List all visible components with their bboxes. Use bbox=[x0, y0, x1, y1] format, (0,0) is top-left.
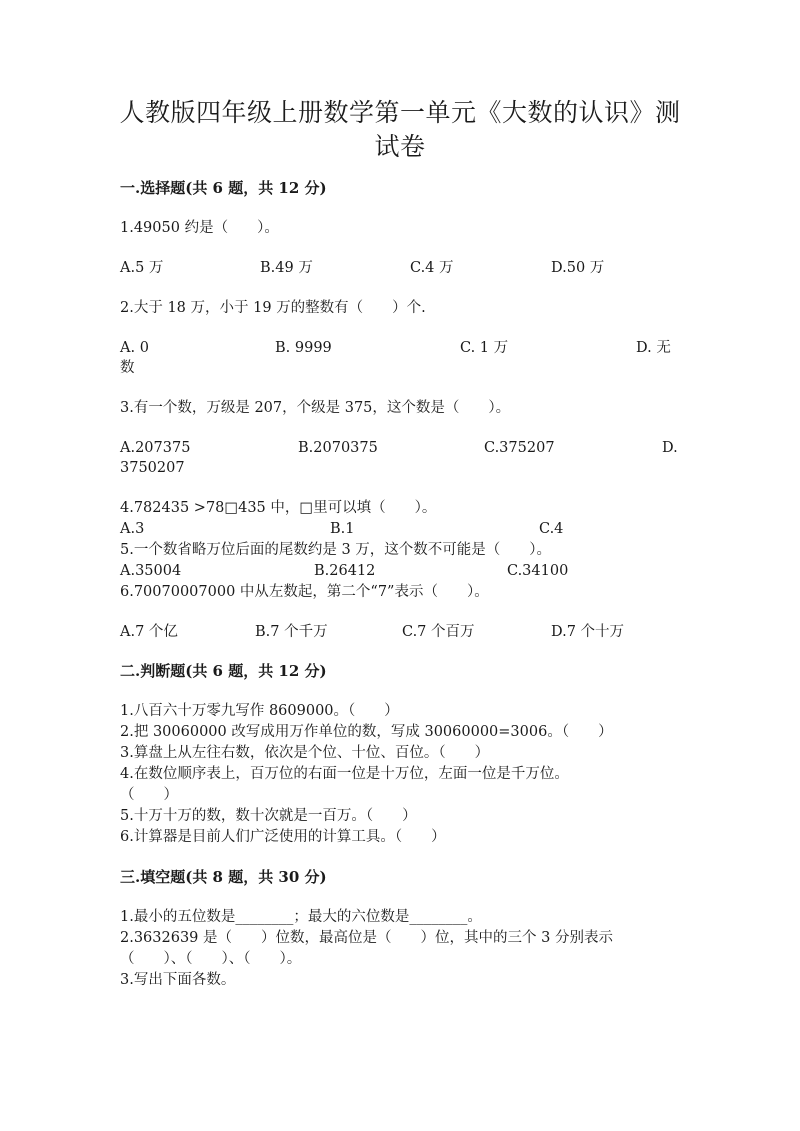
question-stem: 4.782435 >78□435 中，□里可以填（ ）。 bbox=[120, 500, 437, 516]
judgement-item: 3.算盘上从左往右数，依次是个位、十位、百位。（ ） bbox=[120, 745, 490, 761]
question-stem: 5.一个数省略万位后面的尾数约是 3 万，这个数不可能是（ ）。 bbox=[120, 542, 552, 558]
question-stem: 6.70070007000 中从左数起，第二个“7”表示（ ）。 bbox=[120, 584, 489, 600]
judgement-item: 1.八百六十万零九写作 8609000。（ ） bbox=[120, 703, 399, 719]
option-d: D. bbox=[662, 440, 678, 456]
option-c: C. 1 万 bbox=[460, 340, 509, 356]
judgement-item: 2.把 30060000 改写成用万作单位的数，写成 30060000=3006。（ ） bbox=[120, 724, 613, 740]
option-b: B.49 万 bbox=[260, 260, 313, 276]
judgement-item: 5.十万十万的数，数十次就是一百万。（ ） bbox=[120, 808, 417, 824]
option-wrap-text: 数 bbox=[120, 360, 135, 376]
option-c: C.4 万 bbox=[410, 260, 454, 276]
option-a: A. 0 bbox=[120, 340, 149, 356]
option-c: C.375207 bbox=[484, 440, 555, 456]
section-heading-fill-in: 三.填空题(共 8 题，共 30 分) bbox=[120, 868, 327, 886]
option-d: D. 无 bbox=[636, 340, 671, 356]
option-c: C.7 个百万 bbox=[402, 624, 475, 640]
option-b: B.2070375 bbox=[298, 440, 378, 456]
question-stem: 1.49050 约是（ ）。 bbox=[120, 220, 279, 236]
option-a: A.3 bbox=[120, 521, 145, 537]
option-d: D.50 万 bbox=[551, 260, 605, 276]
option-b: B.26412 bbox=[314, 563, 376, 579]
fill-in-item-wrap: （ ）、（ ）、（ ）。 bbox=[120, 951, 302, 967]
option-b: B. 9999 bbox=[275, 340, 332, 356]
option-c: C.34100 bbox=[507, 563, 569, 579]
fill-in-item: 2.3632639 是（ ）位数，最高位是（ ）位，其中的三个 3 分别表示 bbox=[120, 930, 613, 946]
option-c: C.4 bbox=[539, 521, 564, 537]
judgement-item-wrap: （ ） bbox=[120, 787, 178, 803]
fill-in-item: 1.最小的五位数是________；最大的六位数是________。 bbox=[120, 909, 482, 925]
option-b: B.7 个千万 bbox=[255, 624, 328, 640]
fill-in-item: 3.写出下面各数。 bbox=[120, 972, 236, 988]
judgement-item: 4.在数位顺序表上，百万位的右面一位是十万位，左面一位是千万位。 bbox=[120, 766, 569, 782]
option-d: D.7 个十万 bbox=[551, 624, 625, 640]
section-heading-choice: 一.选择题(共 6 题，共 12 分) bbox=[120, 179, 327, 197]
option-wrap-text: 3750207 bbox=[120, 460, 185, 476]
option-a: A.207375 bbox=[120, 440, 191, 456]
section-heading-judgement: 二.判断题(共 6 题，共 12 分) bbox=[120, 662, 327, 680]
page-title-line-1: 人教版四年级上册数学第一单元《大数的认识》测 bbox=[119, 98, 681, 127]
judgement-item: 6.计算器是目前人们广泛使用的计算工具。（ ） bbox=[120, 829, 446, 845]
option-a: A.7 个亿 bbox=[120, 624, 178, 640]
question-stem: 2.大于 18 万，小于 19 万的整数有（ ）个. bbox=[120, 300, 426, 316]
question-stem: 3.有一个数，万级是 207，个级是 375，这个数是（ ）。 bbox=[120, 400, 511, 416]
option-b: B.1 bbox=[330, 521, 355, 537]
page-title-line-2: 试卷 bbox=[374, 132, 426, 161]
option-a: A.5 万 bbox=[120, 260, 164, 276]
option-a: A.35004 bbox=[120, 563, 182, 579]
